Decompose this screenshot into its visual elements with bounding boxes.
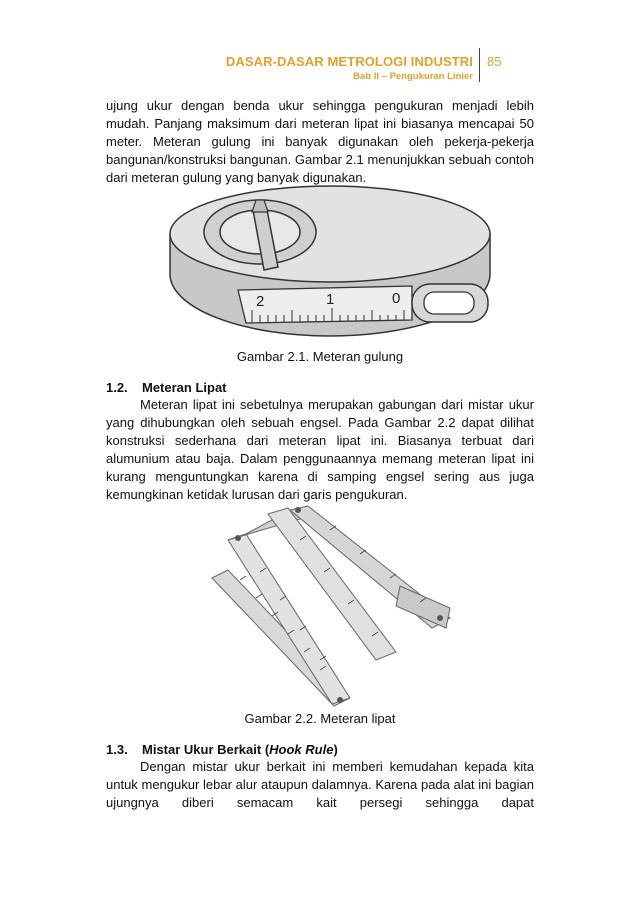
tape-label-2: 2 bbox=[256, 293, 265, 310]
header-title: DASAR-DASAR METROLOGI INDUSTRI bbox=[225, 54, 473, 69]
page-number: 85 bbox=[487, 54, 502, 69]
section-title: Meteran Lipat bbox=[142, 380, 227, 395]
section-1-3-paragraph: Dengan mistar ukur berkait ini memberi kemudahan kepada kita untuk mengukur lebar alur ataupun dalamnya. Karena pada alat ini bagian ujungnya diberi semacam kait persegi sehingga dapat bbox=[106, 759, 534, 810]
figure1-caption: Gambar 2.1. Meteran gulung bbox=[236, 349, 404, 364]
header-subtitle: Bab II – Pengukuran Linier bbox=[353, 71, 473, 82]
section-title-suffix: ) bbox=[333, 742, 338, 757]
hinge-icon bbox=[235, 535, 241, 541]
header-divider bbox=[479, 48, 480, 82]
tape-label-1: 1 bbox=[326, 291, 335, 308]
section-number: 1.2. bbox=[106, 380, 128, 395]
figure-folding-rule bbox=[200, 500, 460, 710]
intro-paragraph: ujung ukur dengan benda ukur sehingga pengukuran menjadi lebih mudah. Panjang maksimum dari meteran lipat ini biasanya mencapai 50 meter. Meteran gulung ini banyak digunakan oleh pekerja-pekerja bangunan/konstruksi bangunan. Gambar 2.1 menunjukkan sebuah contoh dari meteran gulung yang banyak digunakan. bbox=[106, 98, 534, 185]
hinge-icon bbox=[437, 615, 443, 621]
figure-tape-measure bbox=[160, 182, 500, 342]
section-number: 1.3. bbox=[106, 742, 128, 757]
tape-end-ring-icon bbox=[412, 284, 488, 322]
hinge-icon bbox=[295, 507, 301, 513]
tape-strip bbox=[238, 286, 412, 323]
tape-label-0: 0 bbox=[392, 290, 401, 307]
hinge-icon bbox=[337, 697, 343, 703]
figure2-caption: Gambar 2.2. Meteran lipat bbox=[244, 711, 396, 726]
section-1-2-paragraph: Meteran lipat ini sebetulnya merupakan gabungan dari mistar ukur yang dihubungkan oleh sebuah engsel. Pada Gambar 2.2 dapat dilihat konstruksi sederhana dari meteran lipat ini. Biasanya terbuat dari alumunium atau baja. Dalam penggunaannya memang meteran lipat ini kurang menguntungkan karena di samping engsel sering aus juga kemungkinan ketidak lurusan dari garis pengukuran. bbox=[106, 397, 534, 502]
section-heading-1-3 bbox=[106, 742, 338, 757]
section-title-italic: Hook Rule bbox=[269, 742, 334, 757]
section-title-prefix: Mistar Ukur Berkait ( bbox=[142, 742, 270, 757]
section-heading-1-2 bbox=[106, 380, 227, 395]
